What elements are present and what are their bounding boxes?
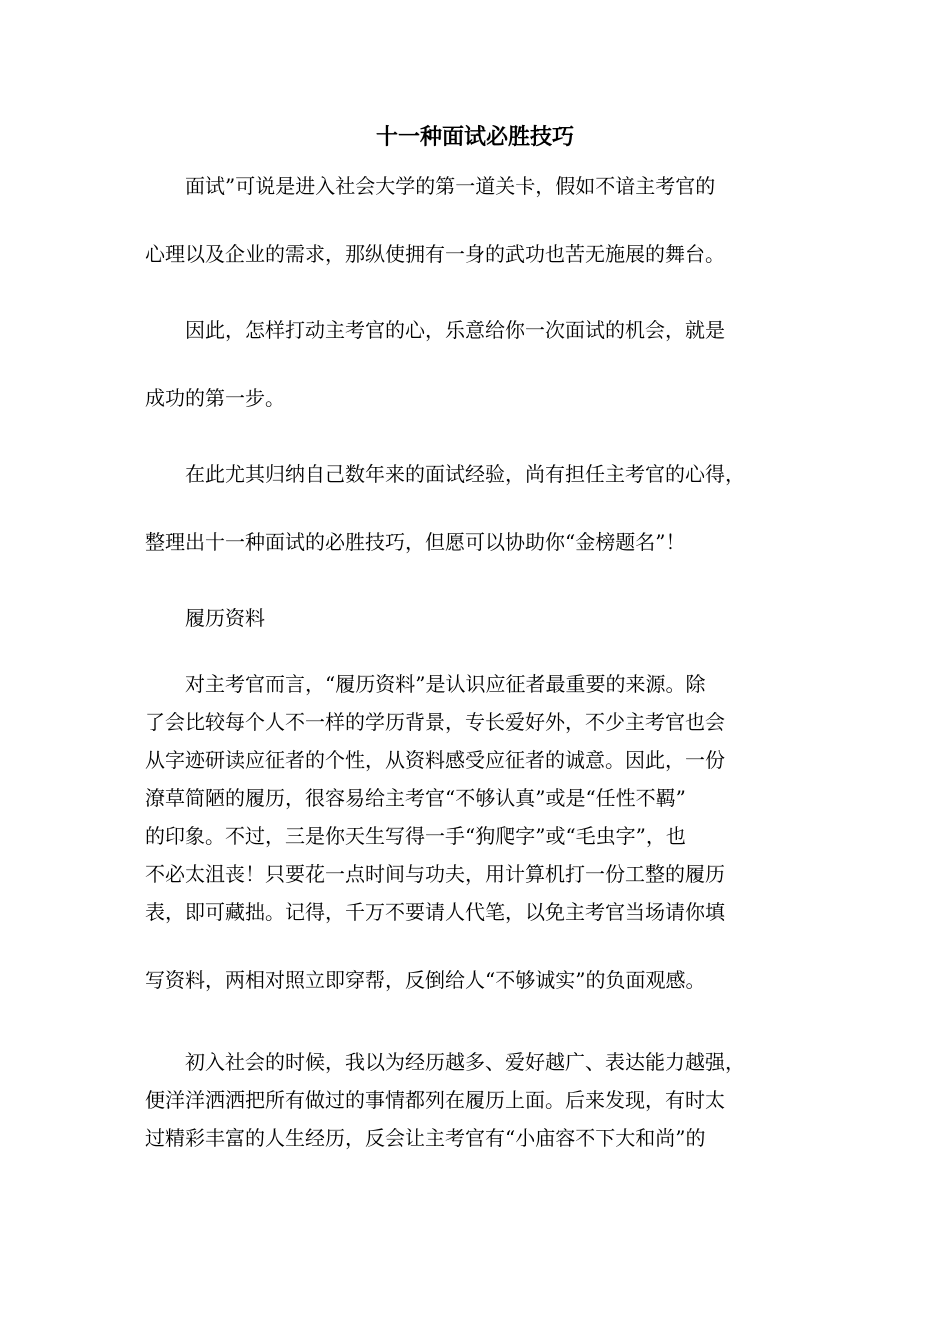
text-line: 写资料，两相对照立即穿帮，反倒给人“不够诚实”的负面观感。: [145, 968, 706, 992]
text-line: 的印象。不过，三是你天生写得一手“狗爬字”或“毛虫字”，也: [145, 824, 686, 848]
text-line: 心理以及企业的需求，那纵使拥有一身的武功也苦无施展的舞台。: [145, 242, 725, 266]
text-line: 了会比较每个人不一样的学历背景，专长爱好外，不少主考官也会: [145, 710, 725, 734]
text-line: 从字迹研读应征者的个性，从资料感受应征者的诚意。因此，一份: [145, 748, 725, 772]
text-line: 潦草简陋的履历，很容易给主考官“不够认真”或是“任性不羁”: [145, 786, 686, 810]
text-line: 不必太沮丧！只要花一点时间与功夫，用计算机打一份工整的履历: [145, 862, 725, 886]
document-title: 十一种面试必胜技巧: [375, 124, 574, 150]
text-line: 初入社会的时候，我以为经历越多、爱好越广、表达能力越强，: [185, 1050, 745, 1074]
text-line: 整理出十一种面试的必胜技巧，但愿可以协助你“金榜题名”！: [145, 530, 686, 554]
text-line: 面试”可说是进入社会大学的第一道关卡，假如不谙主考官的: [185, 174, 716, 198]
text-line: 表，即可藏拙。记得，千万不要请人代笔，以免主考官当场请你填: [145, 900, 725, 924]
section-heading: 履历资料: [185, 606, 265, 630]
text-line: 成功的第一步。: [145, 386, 285, 410]
text-line: 在此尤其归纳自己数年来的面试经验，尚有担任主考官的心得，: [185, 462, 745, 486]
text-line: 便洋洋洒洒把所有做过的事情都列在履历上面。后来发现，有时太: [145, 1088, 725, 1112]
text-line: 对主考官而言，“履历资料”是认识应征者最重要的来源。除: [185, 672, 706, 696]
text-line: 过精彩丰富的人生经历，反会让主考官有“小庙容不下大和尚”的: [145, 1126, 706, 1150]
text-line: 因此，怎样打动主考官的心，乐意给你一次面试的机会，就是: [185, 318, 725, 342]
